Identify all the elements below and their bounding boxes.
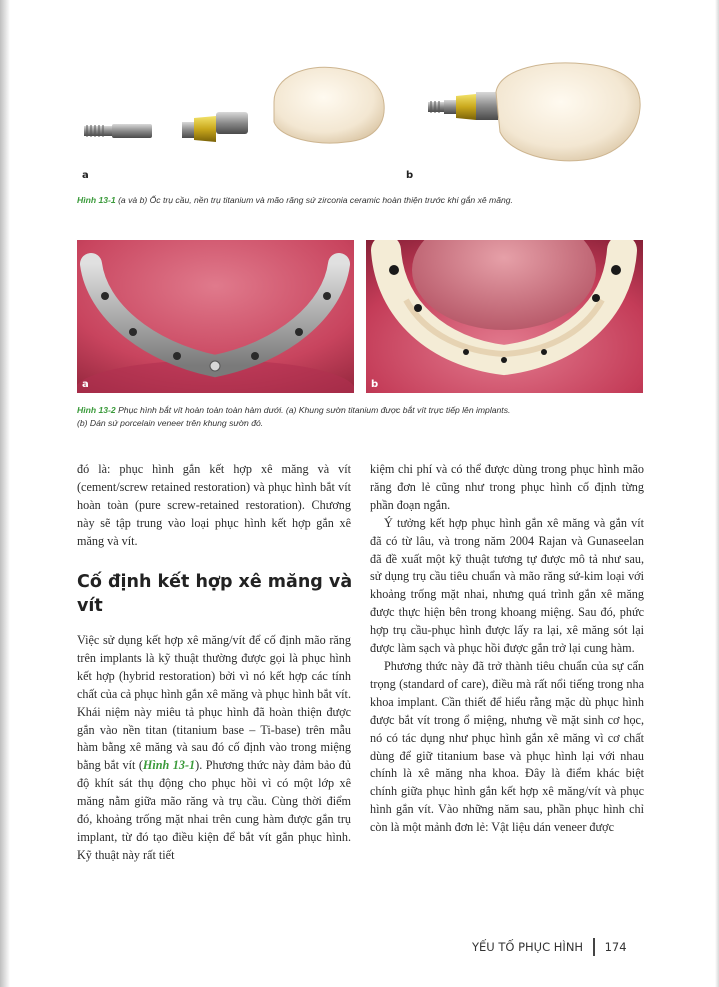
- right-paragraph-2: Ý tưởng kết hợp phục hình gắn xê măng và gắn vít đã có từ lâu, và trong năm 2004 Rajan và Gunaseelan đã đề xuất một kỹ thuật tương tự được mô tả như sau, sử dụng trụ cầu tiêu chuẩn và mão răng sứ-kim loại với khoảng trống mặt nhai, nhưng quá trình gắn xê măng được thực hiện bên trong khoang miệng. Sau đó, phức hợp trụ cầu-phục hình được lấy ra lại, xê măng sót lại được làm sạch và phục hồi được gắn trở lại cung hàm.: [370, 515, 644, 656]
- right-column: [370, 461, 644, 837]
- porcelain-veneer-photo: [366, 240, 643, 393]
- section-heading: Cố định kết hợp xê măng và vít: [77, 572, 353, 616]
- figure-13-2-photo-b: [366, 240, 643, 393]
- figure-13-1-label: Hình 13-1: [77, 195, 116, 205]
- page-footer: [472, 938, 627, 956]
- left-column-intro: [77, 461, 351, 551]
- figure-13-2-panel-a-letter: a: [82, 379, 89, 390]
- figure-13-1-panel-b-letter: b: [406, 170, 414, 181]
- abutment-screw-part: [84, 124, 152, 138]
- figure-13-1-caption-text: (a và b) Ốc trụ cầu, nền trụ titanium và mão răng sứ zirconia ceramic hoàn thiện trước khi gắn xê măng.: [115, 195, 513, 205]
- assembled-crown-part: [428, 63, 640, 161]
- figure-13-1-panel-a-letter: a: [82, 170, 89, 181]
- left-paragraph-2-after: ). Phương thức này đảm bảo đủ độ khít sát thụ động cho phục hồi vì có một lớp xê măng nằm giữa mão răng và trụ cầu. Cùng thời điểm đó, khoảng trống mặt nhai trên cung hàm được gắn trụ implant, từ đó tạo điều kiện để bắt vít gắn phục hình. Kỹ thuật này rất tiết: [77, 758, 351, 862]
- figure-13-2-panel-b-letter: b: [371, 379, 379, 390]
- footer-section-title: YẾU TỐ PHỤC HÌNH: [472, 940, 584, 954]
- footer-separator: [593, 938, 595, 956]
- left-paragraph-2-before: Việc sử dụng kết hợp xê măng/vít để cố định mão răng trên implants là kỹ thuật thường được gọi là phục hình kết hợp (hybrid restoration) bởi vì nó kết hợp các tính chất của cả phục hình gắn xê măng và phục hình bắt vít. Khái niệm này miêu tả phục hình đã hoàn thiện được gắn vào nền titan (titanium base – Ti-base) trên mẫu hàm bằng xê măng và sau đó cố định vào trong miệng bằng bắt vít (: [77, 633, 351, 773]
- left-paragraph-2: [77, 632, 351, 865]
- left-column-body: [77, 632, 351, 865]
- right-paragraph-1: kiệm chi phí và có thể được dùng trong phục hình mão răng đơn lẻ cũng như trong phục hình cố định từng phần đoạn ngắn.: [370, 462, 644, 512]
- right-paragraph-3: Phương thức này đã trở thành tiêu chuẩn của sự cẩn trọng (standard of care), điều mà rất nổi tiếng trong nha khoa implant. Cần thiết để hiểu rằng mặc dù phục hình được bắt vít trong ổ miệng, nhưng về mặt sinh cơ học, nó có tác dụng như phục hình gắn xê măng vì cơ chất dùng để giữ titanium base và phục hình lại với nhau chính là xê măng nha khoa. Đây là điểm khác biệt chính giữa phục hình gắn kết hợp xê măng/vít và phục hình gắn vít. Vào những năm sau, phần phục hình chỉ còn là một mảnh đơn lẻ: Vật liệu dán veneer được: [370, 658, 644, 835]
- figure-13-2-caption: [77, 404, 677, 430]
- figure-13-2-caption-line-2: (b) Dán sứ porcelain veneer trên khung sườn đó.: [77, 418, 264, 428]
- titanium-base-part: [182, 112, 248, 142]
- zirconia-crown-part: [274, 67, 384, 143]
- figure-13-2-caption-text-1: Phục hình bắt vít hoàn toàn toàn hàm dưới. (a) Khung sườn titanium được bắt vít trực tiếp lên implants.: [115, 405, 511, 415]
- page-binding-shadow: [0, 0, 10, 987]
- figure-13-1-caption: [77, 194, 677, 207]
- figure-13-2-caption-line-1: [77, 404, 677, 417]
- figure-13-1-image: [76, 62, 642, 172]
- figure-13-2-photo-a: [77, 240, 354, 393]
- page-right-edge: [715, 0, 719, 987]
- page-number: 174: [604, 940, 627, 954]
- figure-13-2-label: Hình 13-2: [77, 405, 116, 415]
- left-paragraph-1: đó là: phục hình gắn kết hợp xê măng và vít (cement/screw retained restoration) và phục hình bắt vít hoàn toàn (pure screw-retained restoration). Chương này sẽ tập trung vào loại phục hình kết hợp gắn xê măng và vít.: [77, 462, 351, 548]
- figure-13-1-reference: Hình 13-1: [142, 758, 196, 773]
- titanium-framework-photo: [77, 240, 354, 393]
